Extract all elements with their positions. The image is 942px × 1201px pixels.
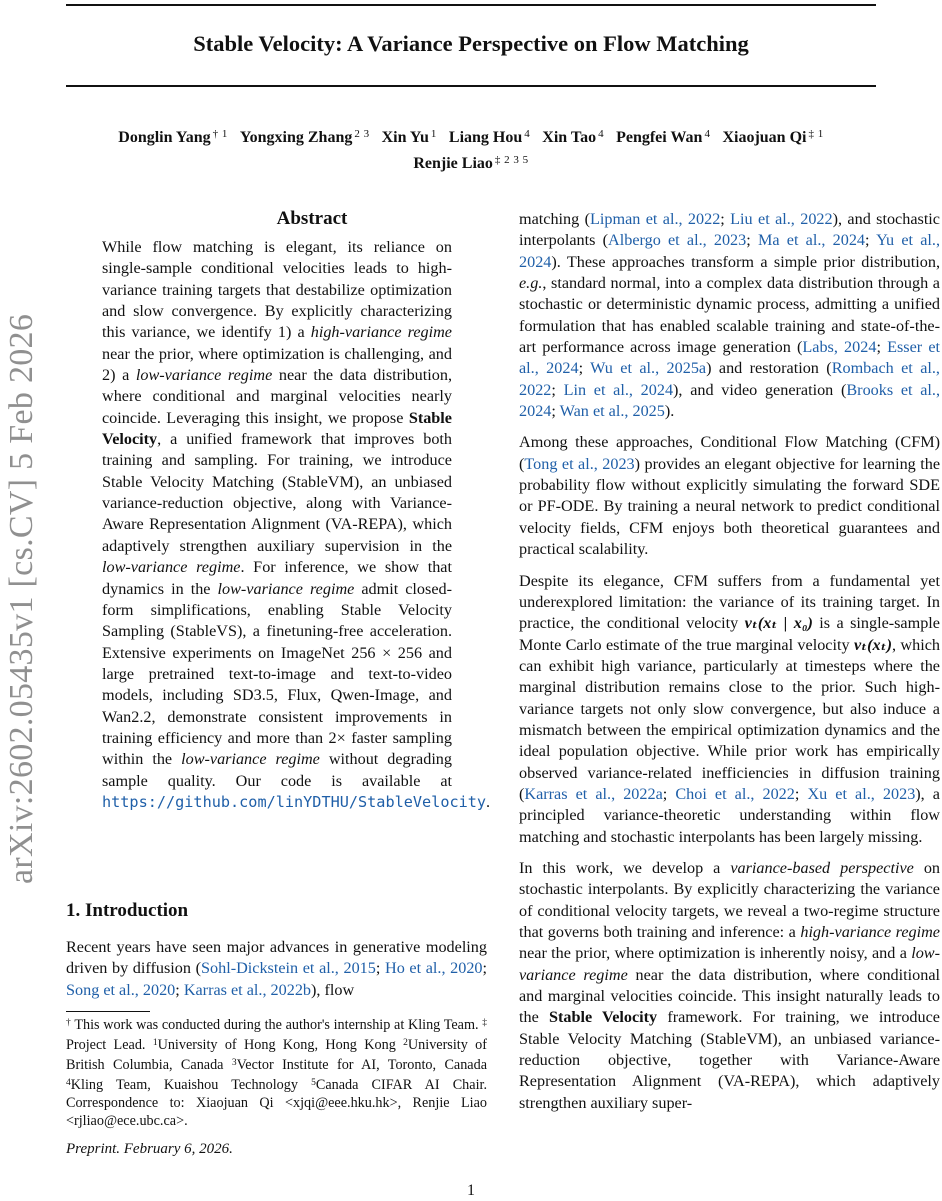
author: Xin Yu $^1$	[381, 128, 437, 146]
citation-link[interactable]: Wu et al., 2025a	[590, 359, 707, 378]
math-expression: vₜ(xₜ | x₀)	[744, 614, 813, 633]
footnote-rule	[66, 1011, 150, 1012]
citation-link[interactable]: Karras et al., 2022a	[524, 784, 663, 803]
code-link[interactable]: https://github.com/linYDTHU/StableVelocity	[102, 792, 487, 811]
intro-paragraph: Despite its elegance, CFM suffers from a fundamental yet underexplored limitation: the variance of its training target. In practice, the conditional velocity vₜ(xₜ | x₀) is a single-sample Monte Carlo estimate of the true marginal velocity vₜ(xₜ), which can exhibit high variance, particularly at timesteps where the marginal distribution remains close to the prior. Such high-variance targets not only slow convergence, but also induce a mismatch between the empirical optimization dynamics and the ideal population objective. While prior work has empirically observed variance-related inefficiencies in diffusion training (Karras et al., 2022a; Choi et al., 2022; Xu et al., 2023), a principled variance-theoretic understanding within flow matching and stochastic interpolants has been largely missing.	[519, 571, 940, 846]
page-number: 1	[467, 1182, 475, 1199]
abstract-heading: Abstract	[276, 208, 348, 229]
abstract-body: While flow matching is elegant, its reliance on single-sample conditional velocities leads to high-variance training targets that destabilize optimization and slow convergence. By explicitly characterizing this variance, we identify 1) a high-variance regime near the prior, where optimization is challenging, and 2) a low-variance regime near the data distribution, where conditional and marginal velocities nearly coincide. Leveraging this insight, we propose Stable Velocity, a unified framework that improves both training and sampling. For training, we introduce Stable Velocity Matching (StableVM), an unbiased variance-reduction objective, along with Variance-Aware Representation Alignment (VA-REPA), which adaptively strengthen auxiliary supervision in the low-variance regime. For inference, we show that dynamics in the low-variance regime admit closed-form simplifications, enabling Stable Velocity Sampling (StableVS), a finetuning-free acceleration. Extensive experiments on ImageNet 256 × 256 and large pretrained text-to-image and text-to-video models, including SD3.5, Flux, Qwen-Image, and Wan2.2, demonstrate consistent improvements in training efficiency and more than 2× faster sampling within the low-variance regime without degrading sample quality. Our code is available at https://github.com/linYDTHU/StableVelocity.	[102, 238, 491, 811]
preprint-note: Preprint. February 6, 2026.	[66, 1141, 233, 1157]
citation-link[interactable]: Lipman et al., 2022	[590, 210, 721, 228]
title-rule	[66, 85, 876, 87]
math-expression: vₜ(xₜ)	[853, 635, 893, 654]
citation-link[interactable]: Song et al., 2020	[66, 980, 176, 999]
citation-link[interactable]: Ho et al., 2020	[385, 959, 483, 978]
author: Liang Hou $^4$	[448, 128, 531, 146]
intro-paragraph: matching (Lipman et al., 2022; Liu et al., 2022), and stochastic interpolants (Albergo et al., 2023; Ma et al., 2024; Yu et al., 2024). These approaches transform a simple prior distribution, e.g., standard normal, into a complex data distribution through a stochastic or deterministic dynamic process, admitting a unified formulation that has enabled scalable training and state-of-the-art performance across image generation (Labs, 2024; Esser et al., 2024; Wu et al., 2025a) and restoration (Rombach et al., 2022; Lin et al., 2024), and video generation (Brooks et al., 2024; Wan et al., 2025).	[519, 210, 941, 421]
citation-link[interactable]: Rombach et al., 2022	[519, 359, 940, 399]
author: Pengfei Wan $^4$	[616, 128, 711, 146]
citation-link[interactable]: Choi et al., 2022	[675, 784, 795, 803]
right-column	[519, 209, 940, 1124]
citation-link[interactable]: Liu et al., 2022	[730, 210, 833, 228]
citation-link[interactable]: Labs, 2024	[802, 338, 877, 357]
author: Renjie Liao $^{\ddagger 2 3 5}$	[413, 154, 529, 172]
paper-title: Stable Velocity: A Variance Perspective on Flow Matching	[193, 31, 749, 56]
author-list	[60, 123, 882, 175]
citation-link[interactable]: Yu et al., 2024	[519, 231, 940, 271]
citation-link[interactable]: Lin et al., 2024	[563, 380, 674, 399]
author: Xiaojuan Qi $^{\ddagger 1}$	[722, 128, 824, 146]
intro-paragraph: Recent years have seen major advances in generative modeling driven by diffusion (Sohl-Dickstein et al., 2015; Ho et al., 2020; Song et al., 2020; Karras et al., 2022b), flow	[66, 938, 488, 999]
citation-link[interactable]: Xu et al., 2023	[807, 784, 916, 803]
method-name: Stable Velocity	[102, 408, 452, 449]
author: Xin Tao $^4$	[542, 128, 605, 146]
author: Yongxing Zhang $^{2 3}$	[239, 128, 370, 146]
citation-link[interactable]: Ma et al., 2024	[757, 231, 866, 250]
citation-link[interactable]: Brooks et al., 2024	[519, 380, 941, 421]
citation-link[interactable]: Sohl-Dickstein et al., 2015	[201, 959, 376, 978]
author: Donglin Yang $^{\dagger 1}$	[118, 128, 228, 146]
citation-link[interactable]: Tong et al., 2023	[524, 454, 635, 473]
intro-paragraph: Among these approaches, Conditional Flow Matching (CFM) (Tong et al., 2023) provides an elegant objective for learning the probability flow without explicitly simulating the forward SDE or PF-ODE. By training a neural network to predict conditional velocity fields, CFM enjoys both theoretical guarantees and practical scalability.	[519, 433, 941, 559]
citation-link[interactable]: Esser et al., 2024	[519, 338, 941, 378]
citation-link[interactable]: Wan et al., 2025	[559, 402, 665, 421]
footnote: † This work was conducted during the author's internship at Kling Team. ‡ Project Lead. $^1$University of Hong Kong, Hong Kong $^2$University of British Columbia, Canada $^3$Vector Institute for AI, Toronto, Canada $^4$Kling Team, Kuaishou Technology $^5$Canada CIFAR AI Chair. Correspondence to: Xiaojuan Qi <xjqi@eee.hku.hk>, Renjie Liao <rjliao@ece.ubc.ca>.	[66, 1017, 488, 1130]
section-heading: 1. Introduction	[66, 900, 189, 921]
top-rule	[66, 4, 876, 6]
arxiv-identifier-stamp: arXiv:2602.05435v1 [cs.CV] 5 Feb 2026	[3, 313, 40, 884]
citation-link[interactable]: Karras et al., 2022b	[183, 980, 312, 999]
citation-link[interactable]: Albergo et al., 2023	[608, 231, 747, 250]
intro-paragraph: In this work, we develop a variance-based perspective on stochastic interpolants. By explicitly characterizing the variance of conditional velocity targets, we reveal a two-regime structure that governs both training and inference: a high-variance regime near the prior, where optimization is inherently noisy, and a low-variance regime near the data distribution, where conditional and marginal velocities coincide. This insight naturally leads to the Stable Velocity framework. For training, we introduce Stable Velocity Matching (StableVM), an unbiased variance-reduction objective, together with Variance-Aware Representation Alignment (VA-REPA), which adaptively strengthen auxiliary super-	[519, 858, 941, 1112]
